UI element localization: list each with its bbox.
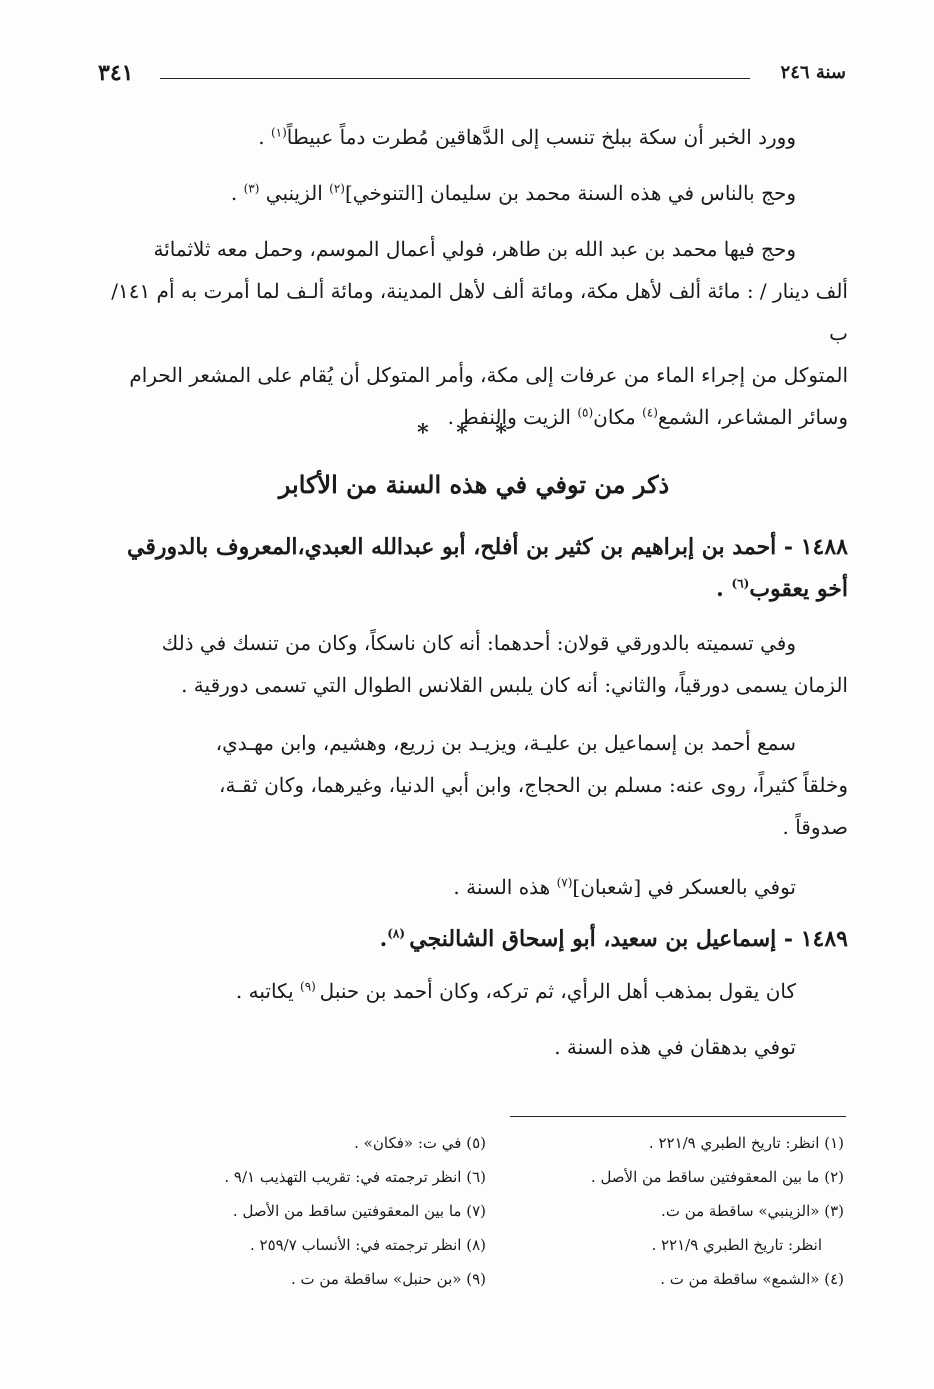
paragraph-line: صدوقاً .	[782, 815, 848, 839]
paragraph-line: توفي بالعسكر في [شعبان]$^{(٧)}$ هذه السنة .	[453, 875, 796, 899]
footnote: انظر: تاريخ الطبري ٢٢١/٩ .	[651, 1236, 822, 1254]
entry-1488-narration	[100, 722, 848, 848]
entry-1488-death	[100, 866, 848, 908]
entry-1488-naming	[100, 622, 848, 706]
year-label: سنة ٢٤٦	[780, 62, 846, 83]
footnote-ref: (٨)	[387, 926, 410, 941]
footnote-rule	[510, 1116, 846, 1117]
footnote-ref: (١)	[270, 125, 287, 140]
entry-heading-line: ١٤٨٨ - أحمد بن إبراهيم بن كثير بن أفلح، أبو عبدالله العبدي،المعروف بالدورقي	[126, 534, 848, 560]
paragraph-line: وحج فيها محمد بن عبد الله بن طاهر، فولي أعمال الموسم، وحمل معه ثلاثمائة	[153, 237, 796, 261]
entry-1488-heading	[100, 526, 848, 610]
paragraph-line: وحج بالناس في هذه السنة محمد بن سليمان [التنوخي]$^{(٢)}$ الزينبي $^{(٣)}$ .	[230, 181, 796, 205]
paragraph-line: وخلقاً كثيراً، روى عنه: مسلم بن الحجاج، وابن أبي الدنيا، وغيرهما، وكان ثقـة،	[218, 773, 848, 797]
page-number: ٣٤١	[98, 60, 134, 86]
footnote-ref: (٦)	[731, 576, 750, 591]
footnote: (٩) «بن حنبل» ساقطة من ت .	[290, 1270, 486, 1288]
footnote: (٨) انظر ترجمته في: الأنساب ٢٥٩/٧ .	[249, 1236, 486, 1254]
footnote-ref: (٣)	[243, 181, 260, 196]
footnote-ref: (٢)	[329, 181, 345, 196]
paragraph-line: ألف دينار / : مائة ألف لأهل مكة، ومائة ألف لأهل المدينة، ومائة ألـف لما أمرت به أم ١٤١/ب	[111, 279, 848, 345]
footnote: (٦) انظر ترجمته في: تقريب التهذيب ٩/١ .	[224, 1168, 486, 1186]
paragraph-1	[100, 116, 848, 158]
paragraph-line: كان يقول بمذهب أهل الرأي، ثم تركه، وكان أحمد بن حنبل $^{(٩)}$ يكاتبه .	[235, 979, 796, 1003]
footnote-ref: (٥)	[577, 405, 594, 420]
paragraph-line: سمع أحمد بن إسماعيل بن عليـة، ويزيـد بن زريع، وهشيم، وابن مهـدي،	[215, 731, 796, 755]
footnote: (٥) في ت: «فكان» .	[354, 1134, 486, 1152]
footnotes-left-column	[146, 1126, 486, 1296]
paragraph-line: توفي بدهقان في هذه السنة .	[554, 1035, 796, 1059]
paragraph-3	[100, 228, 848, 438]
header-rule	[160, 78, 750, 79]
paragraph-line: المتوكل من إجراء الماء من عرفات إلى مكة، وأمر المتوكل أن يُقام على المشعر الحرام	[129, 363, 848, 387]
paragraph-line: وسائر المشاعر، الشمع$^{(٤)}$ مكان$^{(٥)}$ الزيت والنفط .	[447, 405, 848, 429]
paragraph-line: وورد الخبر أن سكة ببلخ تنسب إلى الدَّهاقين مُطرت دماً عبيطاً$^{(١)}$ .	[258, 125, 796, 149]
paragraph-2	[100, 172, 848, 214]
running-header	[98, 60, 846, 94]
footnote: (٢) ما بين المعقوفتين ساقط من الأصل .	[590, 1168, 844, 1186]
footnote-ref: (٤)	[642, 405, 658, 420]
footnote-ref: (٧)	[556, 875, 573, 890]
footnote-ref: (٩)	[300, 979, 320, 994]
section-title: ذكر من توفي في هذه السنة من الأكابر	[278, 470, 670, 499]
footnote: (٧) ما بين المعقوفتين ساقط من الأصل .	[232, 1202, 486, 1220]
paragraph-line: الزمان يسمى دورقياً، والثاني: أنه كان يلبس القلانس الطوال التي تسمى دورقية .	[181, 673, 848, 697]
entry-1489-death	[100, 1026, 848, 1068]
footnote: (١) انظر: تاريخ الطبري ٢٢١/٩ .	[648, 1134, 844, 1152]
footnote: (٤) «الشمع» ساقطة من ت .	[660, 1270, 844, 1288]
footnote: (٣) «الزينبي» ساقطة من ت.	[661, 1202, 844, 1220]
footnotes-right-column	[504, 1126, 844, 1296]
entry-heading-line: أخو يعقوب$^{(٦)}$ .	[716, 576, 848, 602]
section-separator: * * *	[417, 420, 517, 446]
entry-heading-line: ١٤٨٩ - إسماعيل بن سعيد، أبو إسحاق الشالنجي $^{(٨)}$.	[379, 926, 848, 952]
entry-1489-body	[100, 970, 848, 1012]
paragraph-line: وفي تسميته بالدورقي قولان: أحدهما: أنه كان ناسكاً، وكان من تنسك في ذلك	[161, 631, 796, 655]
entry-1489-heading	[100, 918, 848, 960]
footnotes	[150, 1126, 844, 1296]
